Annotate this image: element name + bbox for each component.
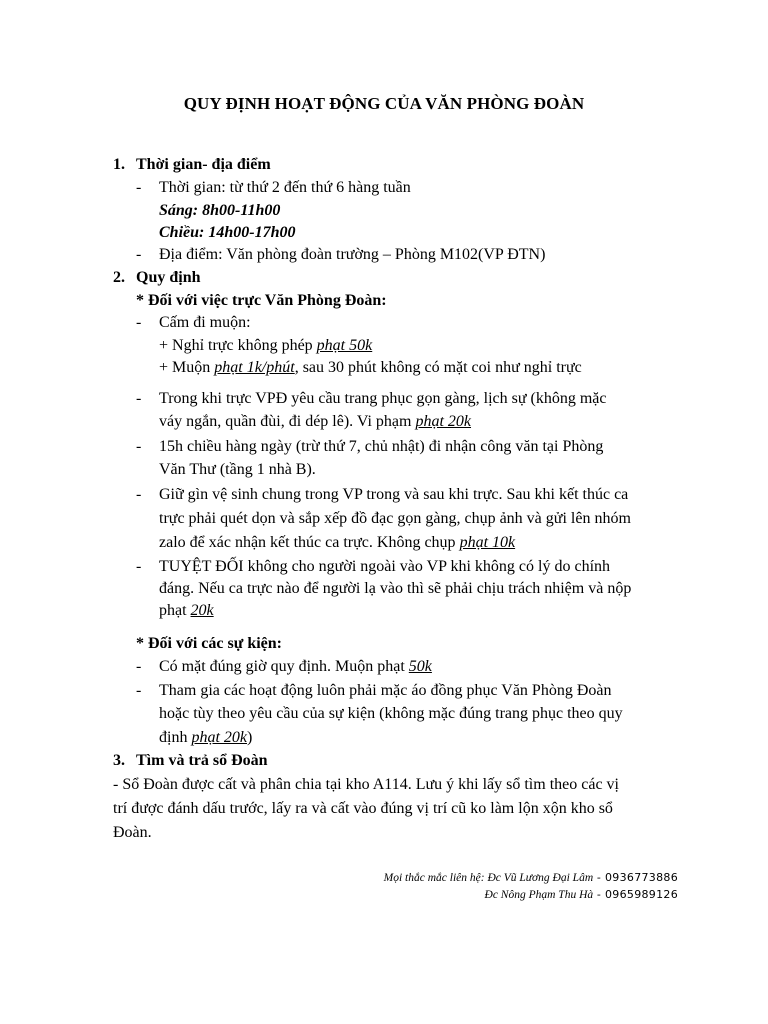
section-2-number: 2. (113, 269, 125, 286)
bullet-dash: - (136, 314, 142, 331)
contact-line-1 (384, 870, 678, 886)
bullet-dash: - (136, 658, 142, 675)
s2-event-uniform-line-2: hoặc tùy theo yêu cầu của sự kiện (không mặc đúng trang phục theo quy (159, 705, 623, 722)
s2-docs-line-1: 15h chiều hàng ngày (trừ thứ 7, chủ nhật) đi nhận công văn tại Phòng (159, 438, 604, 455)
bullet-dash: - (136, 558, 142, 575)
contact-name: Mọi thắc mắc liên hệ: Đc Vũ Lương Đại Lâm (383, 872, 594, 884)
fine-amount: phạt 10k (459, 534, 516, 551)
s1-afternoon-hours: Chiều: 14h00-17h00 (159, 224, 296, 241)
bullet-dash: - (136, 246, 142, 263)
fine-amount: 20k (190, 602, 214, 619)
section-3-number: 3. (113, 752, 125, 769)
contact-line-2 (485, 887, 678, 903)
bullet-dash: - (136, 486, 142, 503)
contact-phone: - 0936773886 (593, 871, 678, 884)
fine-amount: phạt 50k (316, 337, 373, 354)
s2-strict-line-2: đáng. Nếu ca trực nào để người lạ vào thì sẽ phải chịu trách nhiệm và nộp (159, 580, 632, 597)
s2-event-punctuality: Có mặt đúng giờ quy định. Muộn phạt 50k (159, 658, 432, 675)
fine-amount: phạt 1k/phút (214, 359, 295, 376)
bullet-dash: - (136, 682, 142, 699)
contact-name: Đc Nông Phạm Thu Hà (484, 889, 594, 901)
section-3-heading: Tìm và trả sổ Đoàn (136, 752, 268, 769)
s2-strict-line-1: TUYỆT ĐỐI không cho người ngoài vào VP khi không có lý do chính (159, 558, 611, 575)
s2-clean-line-2: trực phải quét dọn và sắp xếp đồ đạc gọn gàng, chụp ảnh và gửi lên nhóm (159, 510, 631, 527)
s2-clean-line-1: Giữ gìn vệ sinh chung trong VP trong và sau khi trực. Sau khi kết thúc ca (159, 486, 629, 503)
s2-late-heading: Cấm đi muộn: (159, 314, 251, 331)
fine-amount: 50k (408, 658, 432, 675)
section-1-number: 1. (113, 156, 125, 173)
s1-place: Địa điểm: Văn phòng đoàn trường – Phòng M102(VP ĐTN) (159, 246, 546, 263)
s2-clean-line-3: zalo để xác nhận kết thúc ca trực. Không chụp phạt 10k (159, 534, 516, 551)
s2-events-subheading: * Đối với các sự kiện: (136, 635, 283, 652)
s3-line-1: - Sổ Đoàn được cất và phân chia tại kho A114. Lưu ý khi lấy sổ tìm theo các vị (113, 776, 619, 793)
s2-absent-rule: + Nghỉ trực không phép phạt 50k (159, 337, 373, 354)
s2-late-rule: + Muộn phạt 1k/phút, sau 30 phút không có mặt coi như nghỉ trực (159, 359, 582, 376)
bullet-dash: - (136, 179, 142, 196)
s2-strict-line-3: phạt 20k (159, 602, 214, 619)
section-2-heading: Quy định (136, 269, 201, 286)
fine-amount: phạt 20k (415, 413, 472, 430)
s2-event-uniform-line-3: định phạt 20k) (159, 729, 253, 746)
s3-line-3: Đoàn. (113, 824, 152, 841)
s1-time: Thời gian: từ thứ 2 đến thứ 6 hàng tuần (159, 179, 411, 196)
bullet-dash: - (136, 438, 142, 455)
s2-duty-subheading: * Đối với việc trực Văn Phòng Đoàn: (136, 292, 387, 309)
section-1-heading: Thời gian- địa điểm (136, 156, 271, 173)
s2-dress-line-2: váy ngắn, quần đùi, đi dép lê). Vi phạm phạt 20k (159, 413, 472, 430)
s2-docs-line-2: Văn Thư (tầng 1 nhà B). (159, 461, 316, 478)
document-title: QUY ĐỊNH HOẠT ĐỘNG CỦA VĂN PHÒNG ĐOÀN (183, 94, 585, 113)
contact-phone: - 0965989126 (593, 888, 678, 901)
fine-amount: phạt 20k (191, 729, 247, 746)
s2-event-uniform-line-1: Tham gia các hoạt động luôn phải mặc áo đồng phục Văn Phòng Đoàn (159, 682, 612, 699)
s1-morning-hours: Sáng: 8h00-11h00 (159, 202, 281, 219)
s3-line-2: trí được đánh dấu trước, lấy ra và cất vào đúng vị trí cũ ko làm lộn xộn kho sổ (113, 800, 613, 817)
bullet-dash: - (136, 390, 142, 407)
s2-dress-line-1: Trong khi trực VPĐ yêu cầu trang phục gọn gàng, lịch sự (không mặc (159, 390, 607, 407)
